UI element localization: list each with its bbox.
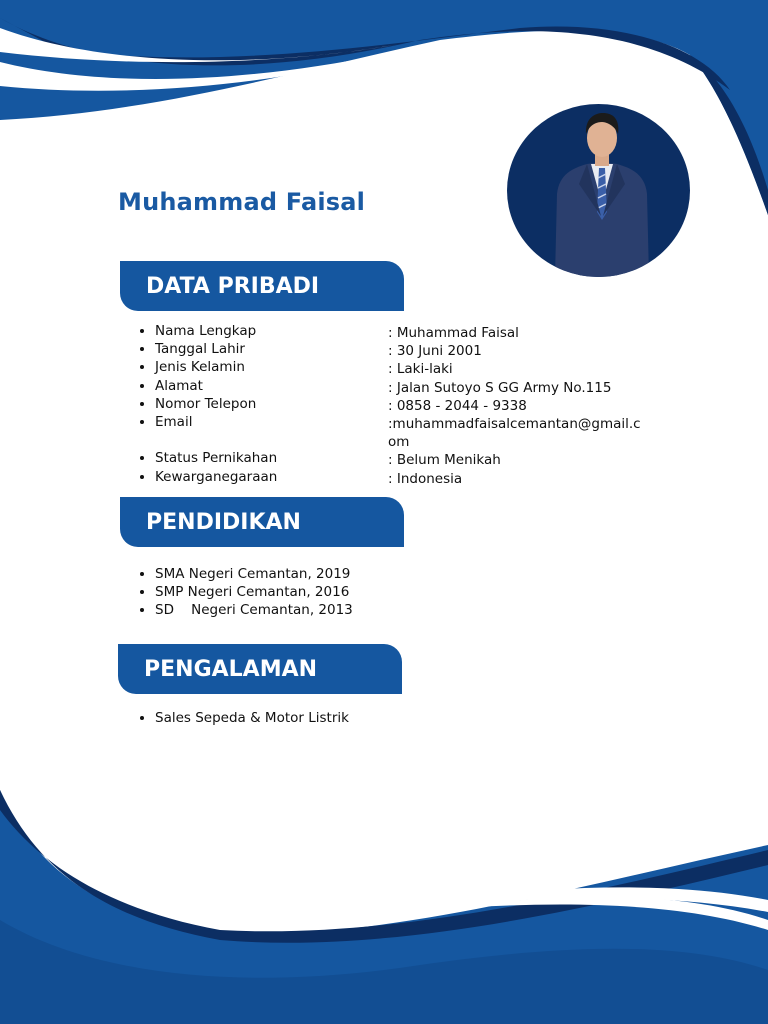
list-item: • Kewarganegaraan [155,468,277,486]
personal-data-labels [120,322,277,486]
section-header-pengalaman: PENGALAMAN [118,644,402,694]
value-nationality: : Indonesia [388,470,463,487]
section-header-data-pribadi: DATA PRIBADI [120,261,404,311]
list-item: • SMP Negeri Cemantan, 2016 [155,583,353,601]
person-portrait-icon [507,104,690,277]
value-gender: : Laki-laki [388,361,453,378]
profile-photo [507,104,690,277]
value-email: :muhammadfaisalcemantan@gmail.com [388,416,641,451]
list-item: • Nama Lengkap [155,322,277,340]
list-item: • Status Pernikahan [155,449,277,467]
section-header-pendidikan: PENDIDIKAN [120,497,404,547]
value-full-name: : Muhammad Faisal [388,325,519,341]
list-item: • SMA Negeri Cemantan, 2019 [155,565,353,583]
education-list [120,565,353,620]
list-item: • Email [155,413,277,431]
list-item: • Sales Sepeda & Motor Listrik [155,709,349,727]
value-address: : Jalan Sutoyo S GG Army No.115 [388,379,612,396]
personal-data-values [388,324,648,488]
list-item: • Alamat [155,377,277,395]
list-item: • Jenis Kelamin [155,358,277,376]
value-marital-status: : Belum Menikah [388,452,501,469]
list-item: • SD Negeri Cemantan, 2013 [155,601,353,619]
experience-list [120,709,349,727]
value-phone: : 0858 - 2044 - 9338 [388,397,527,414]
list-item: • Tanggal Lahir [155,340,277,358]
value-birth-date: : 30 Juni 2001 [388,343,482,360]
page-title: Muhammad Faisal [118,188,366,216]
bottom-wave-decoration [0,780,768,1024]
list-item: • Nomor Telepon [155,395,277,413]
